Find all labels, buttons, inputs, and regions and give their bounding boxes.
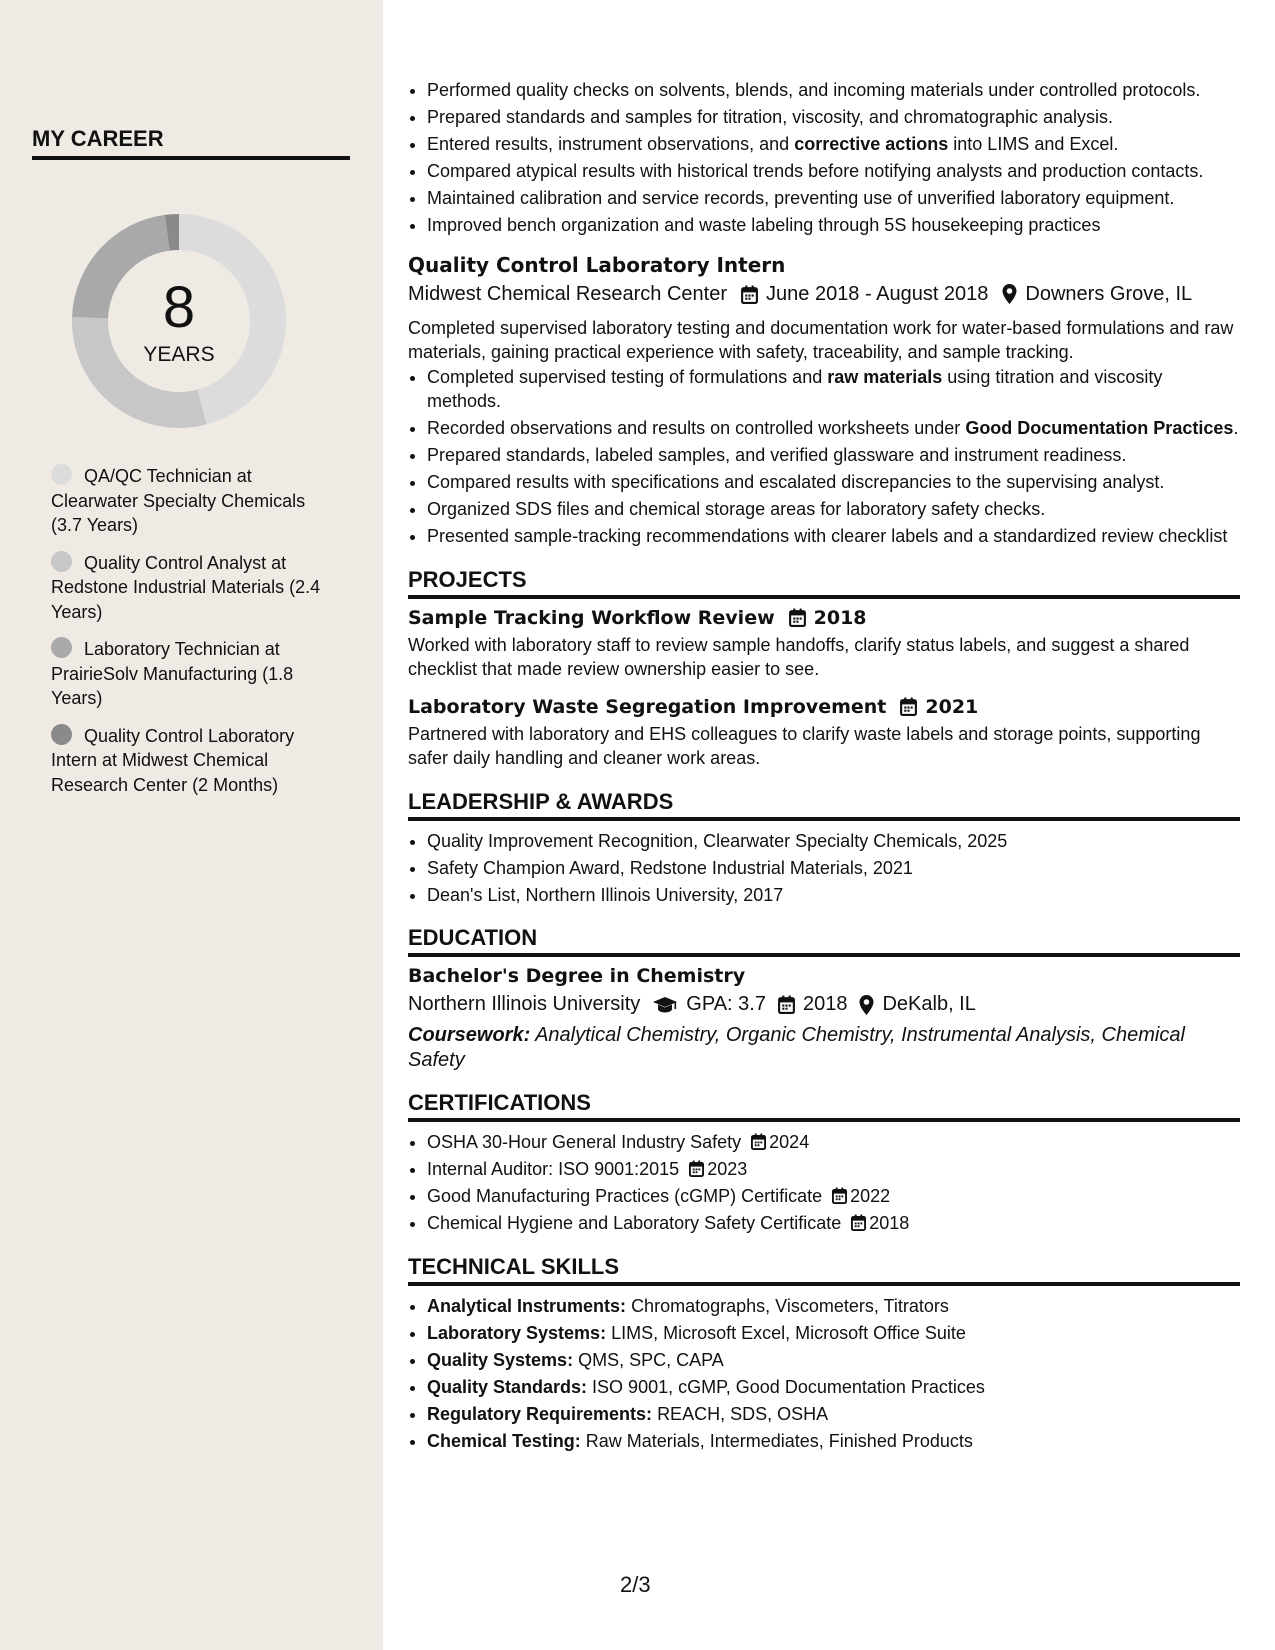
list-item: • Recorded observations and results on controlled worksheets under Good Documentation Practices. xyxy=(427,416,1240,441)
skills-list xyxy=(408,1294,1240,1454)
section-heading-education: EDUCATION xyxy=(408,925,1240,957)
list-item: • Analytical Instruments: Chromatographs, Viscometers, Titrators xyxy=(427,1294,1240,1319)
sidebar xyxy=(0,0,383,1650)
project-year: 2021 xyxy=(925,695,979,718)
section-heading-awards: LEADERSHIP & AWARDS xyxy=(408,789,1240,821)
list-item: • Prepared standards, labeled samples, and verified glassware and instrument readiness. xyxy=(427,443,1240,468)
list-item: • Laboratory Systems: LIMS, Microsoft Excel, Microsoft Office Suite xyxy=(427,1321,1240,1346)
location-pin-icon xyxy=(859,995,874,1015)
project-description: Partnered with laboratory and EHS colleagues to clarify waste labels and storage points, supporting safer daily handling and cleaner work areas. xyxy=(408,723,1201,768)
career-legend xyxy=(51,464,331,810)
certifications-list xyxy=(408,1130,1240,1236)
list-item: • Regulatory Requirements: REACH, SDS, OSHA xyxy=(427,1402,1240,1427)
section-heading-skills: TECHNICAL SKILLS xyxy=(408,1254,1240,1286)
job-title: Quality Control Laboratory Intern xyxy=(408,252,786,277)
total-years-unit: YEARS xyxy=(143,343,215,366)
career-legend-label: Quality Control Laboratory Intern at Midwest Chemical Research Center (2 Months) xyxy=(51,725,295,795)
list-item: • Presented sample-tracking recommendations with clearer labels and a standardized review checklist xyxy=(427,524,1240,549)
list-item: • Quality Improvement Recognition, Clearwater Specialty Chemicals, 2025 xyxy=(427,829,1240,854)
donut-segment xyxy=(90,233,167,318)
list-item: • OSHA 30-Hour General Industry Safety 2024 xyxy=(427,1130,1240,1155)
career-legend-label: Quality Control Analyst at Redstone Industrial Materials (2.4 Years) xyxy=(51,552,321,622)
donut-segment xyxy=(167,232,179,233)
list-item: • Organized SDS files and chemical storage areas for laboratory safety checks. xyxy=(427,497,1240,522)
job-location: Downers Grove, IL xyxy=(1025,282,1193,305)
list-item: • Safety Champion Award, Redstone Industrial Materials, 2021 xyxy=(427,856,1240,881)
degree-title: Bachelor's Degree in Chemistry xyxy=(408,965,746,987)
legend-dot xyxy=(51,464,72,485)
gpa: GPA: 3.7 xyxy=(686,993,766,1015)
calendar-icon xyxy=(851,1214,866,1231)
legend-dot xyxy=(51,637,72,658)
main-content xyxy=(408,78,1240,1456)
graduation-year: 2018 xyxy=(802,993,848,1015)
calendar-icon xyxy=(778,995,795,1014)
career-title: MY CAREER xyxy=(32,126,350,160)
total-years-number: 8 xyxy=(162,275,196,340)
awards-list xyxy=(408,829,1240,908)
company-name: Midwest Chemical Research Center xyxy=(408,282,728,305)
list-item: • Chemical Testing: Raw Materials, Intermediates, Finished Products xyxy=(427,1429,1240,1454)
list-item: • Performed quality checks on solvents, blends, and incoming materials under controlled protocols. xyxy=(427,78,1240,103)
legend-dot xyxy=(51,551,72,572)
legend-dot xyxy=(51,724,72,745)
career-legend-label: Laboratory Technician at PrairieSolv Manufacturing (1.8 Years) xyxy=(51,639,294,708)
section-heading-projects: PROJECTS xyxy=(408,567,1240,599)
career-donut-chart xyxy=(63,205,295,437)
school-location: DeKalb, IL xyxy=(882,993,976,1015)
page-number: 2/3 xyxy=(620,1572,651,1597)
career-legend-item xyxy=(51,724,331,798)
list-item: • Compared results with specifications and escalated discrepancies to the supervising analyst. xyxy=(427,470,1240,495)
job-dates: June 2018 - August 2018 xyxy=(766,282,989,305)
calendar-icon xyxy=(741,285,758,304)
project-title: Sample Tracking Workflow Review 2018 xyxy=(408,606,867,629)
list-item: • Quality Systems: QMS, SPC, CAPA xyxy=(427,1348,1240,1373)
calendar-icon xyxy=(900,697,917,716)
job-description: Completed supervised laboratory testing and documentation work for water-based formulations and raw materials, gaining practical experience with safety, traceability, and sample tracking. xyxy=(408,317,1234,362)
list-item: • Improved bench organization and waste labeling through 5S housekeeping practices xyxy=(427,213,1240,238)
intern-bullets xyxy=(408,365,1240,549)
project-description: Worked with laboratory staff to review sample handoffs, clarify status labels, and suggest a shared checklist that made review ownership easier to see. xyxy=(408,634,1190,679)
list-item: • Completed supervised testing of formulations and raw materials using titration and viscosity methods. xyxy=(427,365,1240,414)
list-item: • Chemical Hygiene and Laboratory Safety Certificate 2018 xyxy=(427,1211,1240,1236)
calendar-icon xyxy=(789,608,806,627)
career-legend-item xyxy=(51,551,331,625)
calendar-icon xyxy=(832,1187,847,1204)
career-legend-label: QA/QC Technician at Clearwater Specialty Chemicals (3.7 Years) xyxy=(51,466,306,535)
list-item: • Maintained calibration and service records, preventing use of unverified laboratory equipment. xyxy=(427,186,1240,211)
list-item: • Good Manufacturing Practices (cGMP) Certificate 2022 xyxy=(427,1184,1240,1209)
project-title: Laboratory Waste Segregation Improvement 2021 xyxy=(408,695,979,718)
section-heading-certifications: CERTIFICATIONS xyxy=(408,1090,1240,1122)
school-name: Northern Illinois University xyxy=(408,993,641,1015)
calendar-icon xyxy=(689,1160,704,1177)
career-legend-item xyxy=(51,464,331,538)
list-item: • Prepared standards and samples for titration, viscosity, and chromatographic analysis. xyxy=(427,105,1240,130)
list-item: • Quality Standards: ISO 9001, cGMP, Good Documentation Practices xyxy=(427,1375,1240,1400)
location-pin-icon xyxy=(1002,284,1017,304)
career-legend-item xyxy=(51,637,331,711)
job-meta xyxy=(408,283,1240,306)
calendar-icon xyxy=(751,1133,766,1150)
list-item: • Compared atypical results with historical trends before notifying analysts and production contacts. xyxy=(427,159,1240,184)
list-item: • Internal Auditor: ISO 9001:2015 2023 xyxy=(427,1157,1240,1182)
list-item: • Dean's List, Northern Illinois University, 2017 xyxy=(427,883,1240,908)
coursework: Coursework: Analytical Chemistry, Organic Chemistry, Instrumental Analysis, Chemical Safety xyxy=(408,1024,1185,1071)
project-year: 2018 xyxy=(813,606,867,629)
list-item: • Entered results, instrument observations, and corrective actions into LIMS and Excel. xyxy=(427,132,1240,157)
previous-role-bullets xyxy=(408,78,1240,238)
education-meta xyxy=(408,993,1240,1016)
graduation-cap-icon xyxy=(652,996,678,1014)
